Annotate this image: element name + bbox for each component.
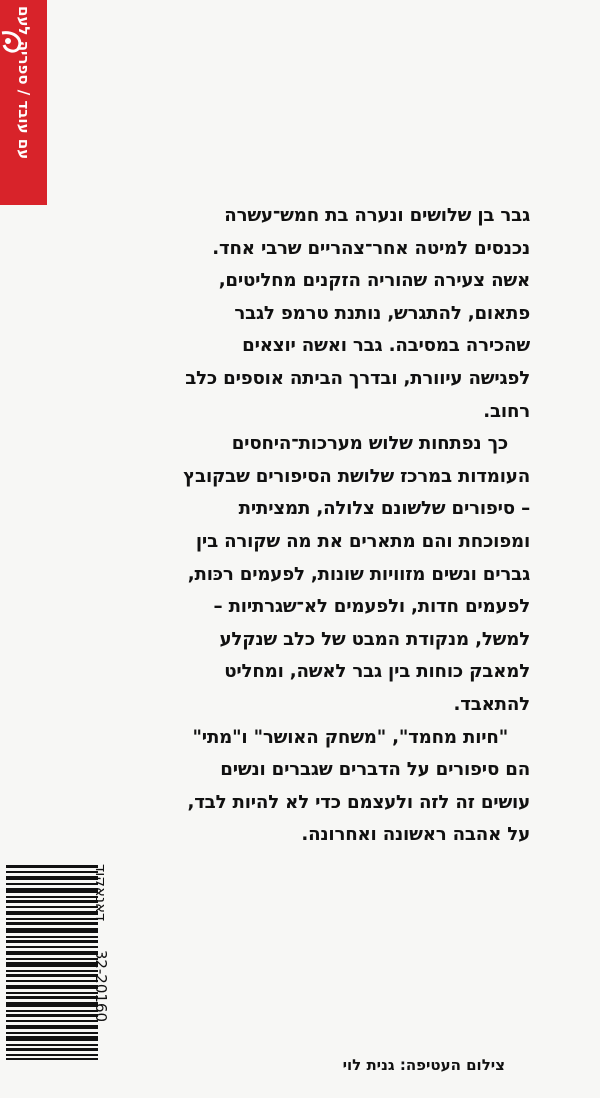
publisher-name: עם עובד / ספריה לעם (15, 6, 33, 160)
cover-photo-credit: צילום העטיפה: גנית לוי (342, 1056, 505, 1074)
publisher-spine-band (0, 0, 47, 205)
blurb-paragraph-1: גבר בן שלושים ונערה בת חמש־עשרה נכנסים למיטה אחר־צהריים שרבי אחד. אשה צעירה שהוריה הזקנים מחליטים, פתאום, להתגרש, נותנת טרמפ לגבר שהכירה במסיבה. גבר ואשה יוצאים לפגישה עיוורת, ובדרך הביתה אוספים כלב רחוב. (185, 205, 530, 422)
barcode-number: 32-20160 (92, 949, 110, 1023)
back-cover-blurb (175, 200, 530, 852)
blurb-paragraph-3: "חיות מחמד", "משחק האושר" ו"מתי" הם סיפורים על הדברים שגברים ונשים עושים זה לזה ולעצמם כדי לא להיות לבד, על אהבה ראשונה ואחרונה. (187, 726, 530, 846)
barcode-bars-icon (6, 865, 98, 1060)
distributor-name: דאנאקוד (92, 864, 110, 922)
barcode-number-label (92, 864, 110, 1022)
blurb-paragraph-2: כך נפתחות שלוש מערכות־היחסים העומדות במרכז שלושת הסיפורים שבקובץ – סיפורים שלשונם צלולה, תמציתית ומפוכחת והם מתארים את מה שקורה בין גברים ונשים מזוויות שונות, לפעמים רכּות, לפעמים חדות, ולפעמים לא־שגרתיות – למשל, מנקודת המבט של כלב שנקלע למאבק כוחות בין גבר לאשה, ומחליט להתאבד. (183, 433, 530, 715)
